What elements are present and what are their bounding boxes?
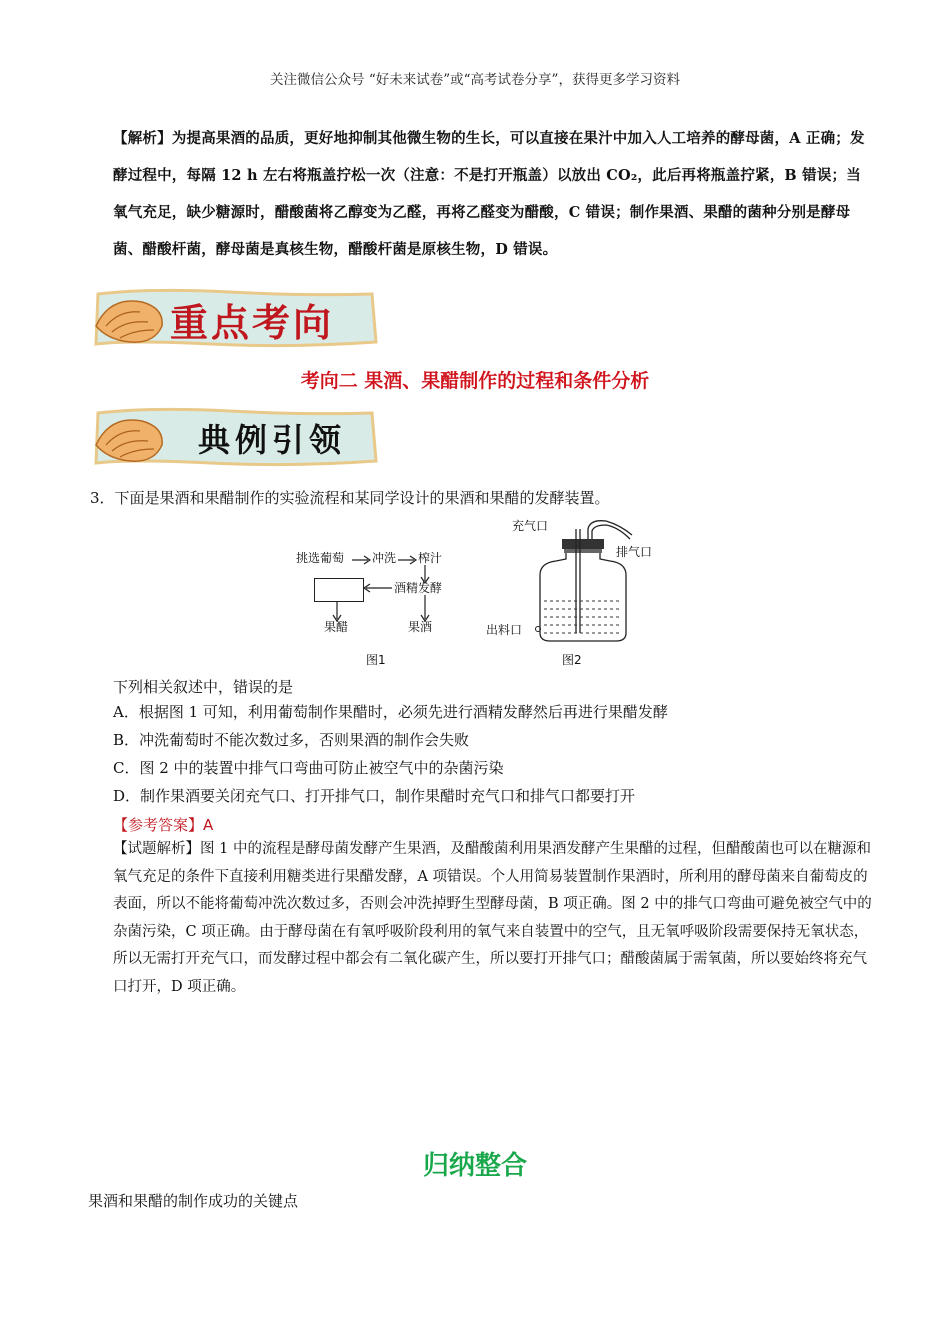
banner-key-points: [90, 286, 380, 350]
fig1-box: [314, 578, 364, 602]
fig1-step1: 挑选葡萄: [296, 551, 345, 565]
fig1-step4: 酒精发酵: [394, 581, 443, 595]
question-stem: [90, 487, 870, 508]
fig1-out2: 果酒: [408, 620, 433, 634]
question-prompt: 下列相关叙述中，错误的是: [113, 678, 294, 696]
analysis-text: 为提高果酒的品质，更好地抑制其他微生物的生长，可以直接在果汁中加入人工培养的酵母菌，A 正确；发酵过程中，每隔 12 h 左右将瓶盖拧松一次（注意：不是打开瓶盖）以放出 CO₂，此后再将瓶盖拧紧，B 错误；当氧气充足，缺少糖源时，醋酸菌将乙醇变为乙醛，再将乙醛变为醋酸，C 错误；制作果酒、果醋的菌种分别是酵母菌、醋酸杆菌，酵母菌是真核生物，醋酸杆菌是原核生物，D 错误。: [113, 130, 865, 258]
top-analysis: [113, 120, 873, 268]
figures: [290, 515, 690, 675]
reference-answer: 【参考答案】A: [113, 816, 214, 834]
banner-title: 典例引领: [198, 421, 347, 459]
summary-title: 归纳整合: [422, 1151, 527, 1181]
option-a: A．根据图 1 可知，利用葡萄制作果醋时，必须先进行酒精发酵然后再进行果醋发酵: [113, 703, 668, 721]
fig1-out1: 果醋: [324, 620, 349, 634]
explanation-tag: 【试题解析】: [113, 841, 200, 857]
question-number: 3．: [90, 489, 115, 507]
option-b: B．冲洗葡萄时不能次数过多，否则果酒的制作会失败: [113, 731, 470, 749]
fig2-outlet-label: 排气口: [616, 545, 653, 559]
question-text: 下面是果酒和果醋制作的实验流程和某同学设计的果酒和果醋的发酵装置。: [114, 489, 610, 507]
fig2-caption: 图2: [562, 653, 582, 667]
fig2-feed-label: 出料口: [486, 623, 523, 637]
explanation-text: 图 1 中的流程是酵母菌发酵产生果酒，及醋酸菌利用果酒发酵产生果醋的过程，但醋酸菌也可以在糖源和氧气充足的条件下直接利用糖类进行果醋发酵，A 项错误。个人用简易装置制作果酒时，所利用的酵母菌来自葡萄皮的表面，所以不能将葡萄冲洗次数过多，否则会冲洗掉野生型酵母菌，B 项正确。图 2 中的排气口弯曲可避免被空气中的杂菌污染，C 项正确。由于酵母菌在有氧呼吸阶段利用的氧气来自装置中的空气，且无氧呼吸阶段需要保持无氧状态，所以无需打开充气口，而发酵过程中都会有二氧化碳产生，所以要打开排气口；醋酸菌属于需氧菌，所以要始终将充气口打开，D 项正确。: [113, 841, 872, 995]
banner-examples: [90, 405, 380, 469]
arrow-icon: [398, 555, 418, 565]
analysis-tag: 【解析】: [113, 130, 172, 147]
header-note: 关注微信公众号 “好未来试卷”或“高考试卷分享”，获得更多学习资料: [270, 72, 680, 88]
fig2-inlet-label: 充气口: [512, 519, 549, 533]
banner-title: 重点考向: [170, 300, 335, 345]
fermentation-bottle-diagram: [520, 515, 680, 655]
explanation: [113, 836, 873, 1001]
option-d: D．制作果酒要关闭充气口、打开排气口，制作果醋时充气口和排气口都要打开: [113, 787, 636, 805]
fig1-step3: 榨汁: [418, 551, 443, 565]
section-subheading: 考向二 果酒、果醋制作的过程和条件分析: [300, 370, 650, 392]
arrow-icon: [352, 555, 372, 565]
option-c: C．图 2 中的装置中排气口弯曲可防止被空气中的杂菌污染: [113, 759, 504, 777]
arrow-left-icon: [364, 583, 394, 593]
fig1-caption: 图1: [366, 653, 386, 667]
fig1-step2: 冲洗: [372, 551, 397, 565]
summary-line: 果酒和果醋的制作成功的关键点: [88, 1192, 299, 1210]
